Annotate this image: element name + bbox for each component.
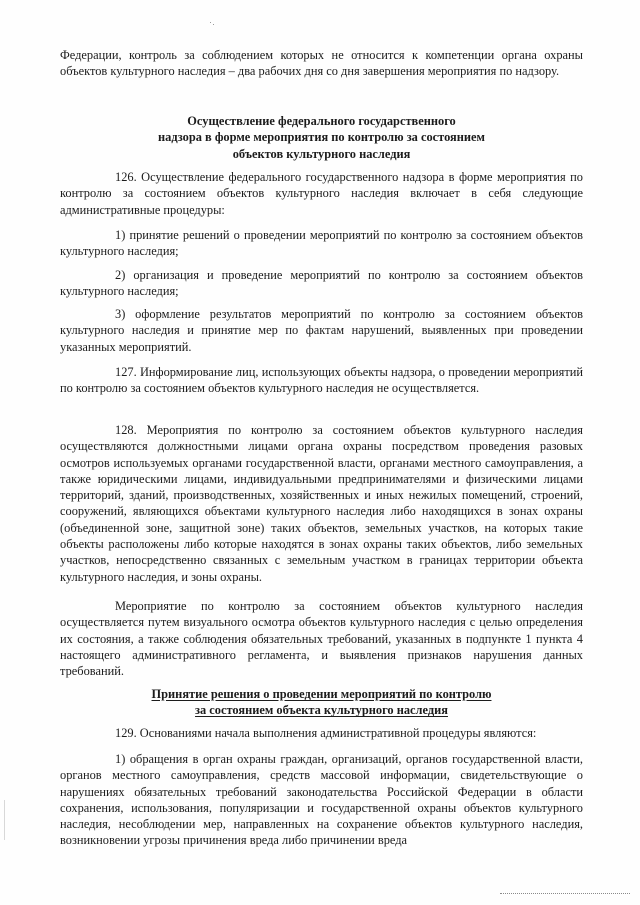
paragraph-126-item-3: 3) оформление результатов мероприятий по контролю за состоянием объектов культурного наследия и принятие мер по фактам нарушений, выявленных при проведении указанных мероприятий.: [60, 307, 583, 354]
intro-paragraph: Федерации, контроль за соблюдением которых не относится к компетенции органа охраны объектов культурного наследия – два рабочих дня со дня завершения мероприятия по надзору.: [60, 48, 583, 79]
paragraph-128-continued: Мероприятие по контролю за состоянием объектов культурного наследия осуществляется путем визуального осмотра объектов культурного наследия с целью определения их состояния, а также соблюдения обязательных требований, указанных в подпункте 1 пункта 4 настоящего административного регламента, и выявления признаков нарушения данных требований.: [60, 599, 583, 679]
heading-line: объектов культурного наследия: [232, 146, 411, 161]
scan-speck: [210, 22, 211, 23]
heading-line: надзора в форме мероприятия по контролю за состоянием: [158, 130, 485, 145]
scan-edge-dots: [500, 893, 630, 894]
heading-line: Осуществление федерального государственного: [187, 114, 456, 128]
paragraph-126-item-2: 2) организация и проведение мероприятий по контролю за состоянием объектов культурного наследия;: [60, 268, 583, 299]
section-heading-decision: [60, 686, 583, 719]
scan-edge-mark: [4, 800, 5, 840]
section-heading-federal-supervision: [60, 113, 583, 162]
paragraph-128: 128. Мероприятия по контролю за состоянием объектов культурного наследия осуществляются должностными лицами органа охраны посредством проведения разовых осмотров используемых органами государственной власти, органами местного самоуправления, а также юридическими лицами, индивидуальными предпринимателями и физическими лицами территорий, зданий, производственных, хозяйственных и иных нежилых помещений, строений, сооружений, являющихся объектами культурного наследия либо находящихся в зонах охраны (объединенной зоне, защитной зоне) таких объектов, земельных участков, на которых такие объекты расположены либо которые находятся в зонах охраны таких объектов, либо земельных участков, непосредственно связанных с земельным участком в границах территории объекта культурного наследия, и зоны охраны.: [60, 423, 583, 584]
scan-speck: [213, 24, 214, 25]
heading-line: Принятие решения о проведении мероприятий по контролю: [151, 687, 492, 701]
paragraph-129: 129. Основаниями начала выполнения административной процедуры являются:: [115, 726, 537, 740]
paragraph-127: 127. Информирование лиц, использующих объекты надзора, о проведении мероприятий по контролю за состоянием объектов культурного наследия не осуществляется.: [60, 365, 583, 396]
paragraph-126-item-1: 1) принятие решений о проведении мероприятий по контролю за состоянием объектов культурного наследия;: [60, 228, 583, 259]
heading-line: за состоянием объекта культурного наследия: [195, 703, 448, 718]
paragraph-129-item-1: 1) обращения в орган охраны граждан, организаций, органов государственной власти, органов местного самоуправления, средств массовой информации, свидетельствующие о нарушениях обязательных требований законодательства Российской Федерации в области сохранения, использования, популяризации и государственной охраны объектов культурного наследия, несоблюдении мер, направленных на сохранение объектов культурного наследия, возникновении угрозы причинения вреда либо причинении вреда: [60, 752, 583, 848]
paragraph-126: 126. Осуществление федерального государственного надзора в форме мероприятия по контролю за состоянием объектов культурного наследия включает в себя следующие административные процедуры:: [60, 170, 583, 217]
